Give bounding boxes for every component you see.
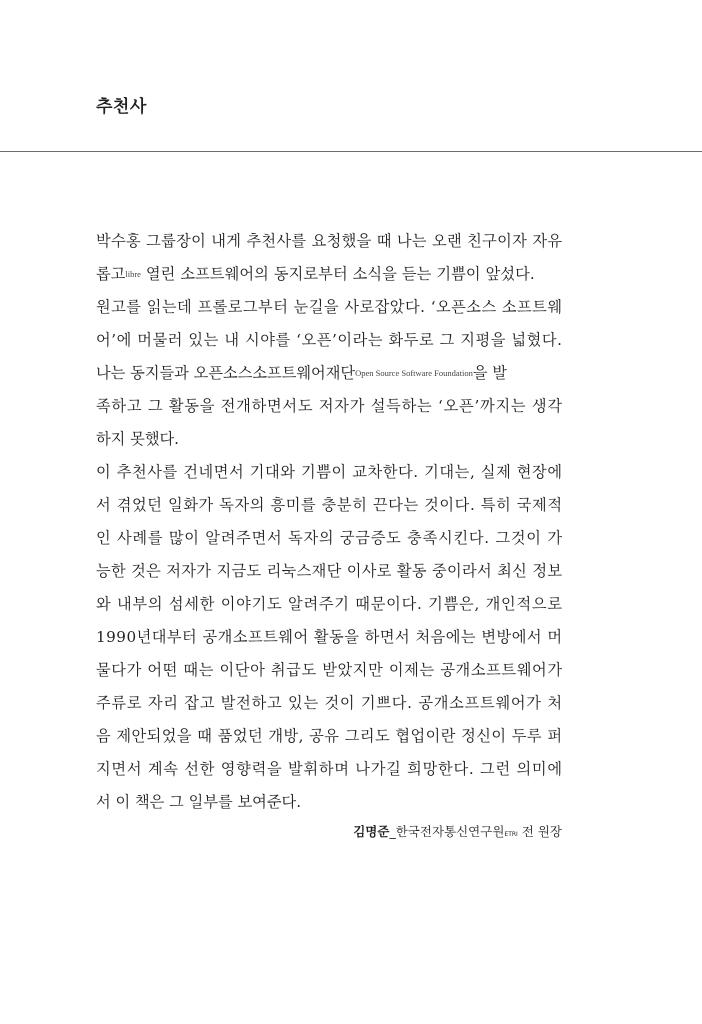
- text-segment: 서 이 책은 그 일부를 보여준다.: [96, 793, 302, 811]
- text-line: [96, 720, 562, 753]
- signature: [353, 822, 562, 840]
- text-line: [96, 225, 562, 258]
- text-line: [96, 357, 562, 390]
- signature-affiliation-abbr: ETRI: [504, 831, 518, 838]
- text-segment: 박수홍 그룹장이 내게 추천사를 요청했을 때 나는 오랜 친구이자 자유: [96, 232, 563, 250]
- text-segment: 을 발: [472, 364, 508, 382]
- text-segment: 서 겪었던 일화가 독자의 흥미를 충분히 끈다는 것이다. 특히 국제적: [96, 496, 563, 514]
- signature-affiliation: _한국전자통신연구원: [389, 824, 505, 839]
- text-segment: 하지 못했다.: [96, 430, 180, 448]
- signature-title: 전 원장: [517, 824, 562, 839]
- text-line: [96, 324, 562, 357]
- text-segment: 나는 동지들과 오픈소스소프트웨어재단: [96, 364, 356, 382]
- text-line: [96, 753, 562, 786]
- text-segment: 주류로 자리 잡고 발전하고 있는 것이 기쁘다. 공개소프트웨어가 처: [96, 694, 563, 712]
- header-divider: [0, 151, 702, 152]
- foreign-term-annotation: libre: [125, 269, 141, 279]
- text-segment: 인 사례를 많이 알려주면서 독자의 궁금증도 충족시킨다. 그것이 가: [96, 529, 563, 547]
- body-text: [96, 225, 562, 819]
- text-segment: 음 제안되었을 때 품었던 개방, 공유 그리도 협업이란 정신이 두루 퍼: [96, 727, 563, 745]
- text-line: [96, 588, 562, 621]
- text-line: [96, 258, 562, 291]
- text-line: [96, 423, 562, 456]
- text-line: [96, 654, 562, 687]
- text-line: [96, 786, 562, 819]
- text-line: [96, 621, 562, 654]
- text-segment: 족하고 그 활동을 전개하면서도 저자가 설득하는 ‘오픈’까지는 생각: [96, 397, 563, 415]
- text-segment: 와 내부의 섬세한 이야기도 알려주기 때문이다. 기쁨은, 개인적으로: [96, 595, 563, 613]
- text-line: [96, 489, 562, 522]
- text-segment: 롭고: [96, 265, 126, 283]
- text-segment: 원고를 읽는데 프롤로그부터 눈길을 사로잡았다. ‘오픈소스 소프트웨: [96, 298, 563, 316]
- text-segment: 열린 소프트웨어의 동지로부터 소식을 듣는 기쁨이 앞섰다.: [140, 265, 535, 283]
- text-segment: 지면서 계속 선한 영향력을 발휘하며 나가길 희망한다. 그런 의미에: [96, 760, 563, 778]
- text-segment: 1990년대부터 공개소프트웨어 활동을 하면서 처음에는 변방에서 머: [96, 628, 563, 646]
- signature-name: 김명준: [353, 824, 390, 839]
- text-line: [96, 291, 562, 324]
- text-segment: 어’에 머물러 있는 내 시야를 ‘오픈’이라는 화두로 그 지평을 넓혔다.: [96, 331, 563, 349]
- page-title: 추천사: [96, 97, 147, 117]
- text-line: [96, 390, 562, 423]
- text-line: [96, 456, 562, 489]
- text-segment: 물다가 어떤 때는 이단아 취급도 받았지만 이제는 공개소프트웨어가: [96, 661, 563, 679]
- text-line: [96, 522, 562, 555]
- text-line: [96, 687, 562, 720]
- text-segment: 능한 것은 저자가 지금도 리눅스재단 이사로 활동 중이라서 최신 정보: [96, 562, 563, 580]
- foreign-term-annotation: Open Source Software Foundation: [355, 368, 473, 378]
- text-segment: 이 추천사를 건네면서 기대와 기쁨이 교차한다. 기대는, 실제 현장에: [96, 463, 563, 481]
- text-line: [96, 555, 562, 588]
